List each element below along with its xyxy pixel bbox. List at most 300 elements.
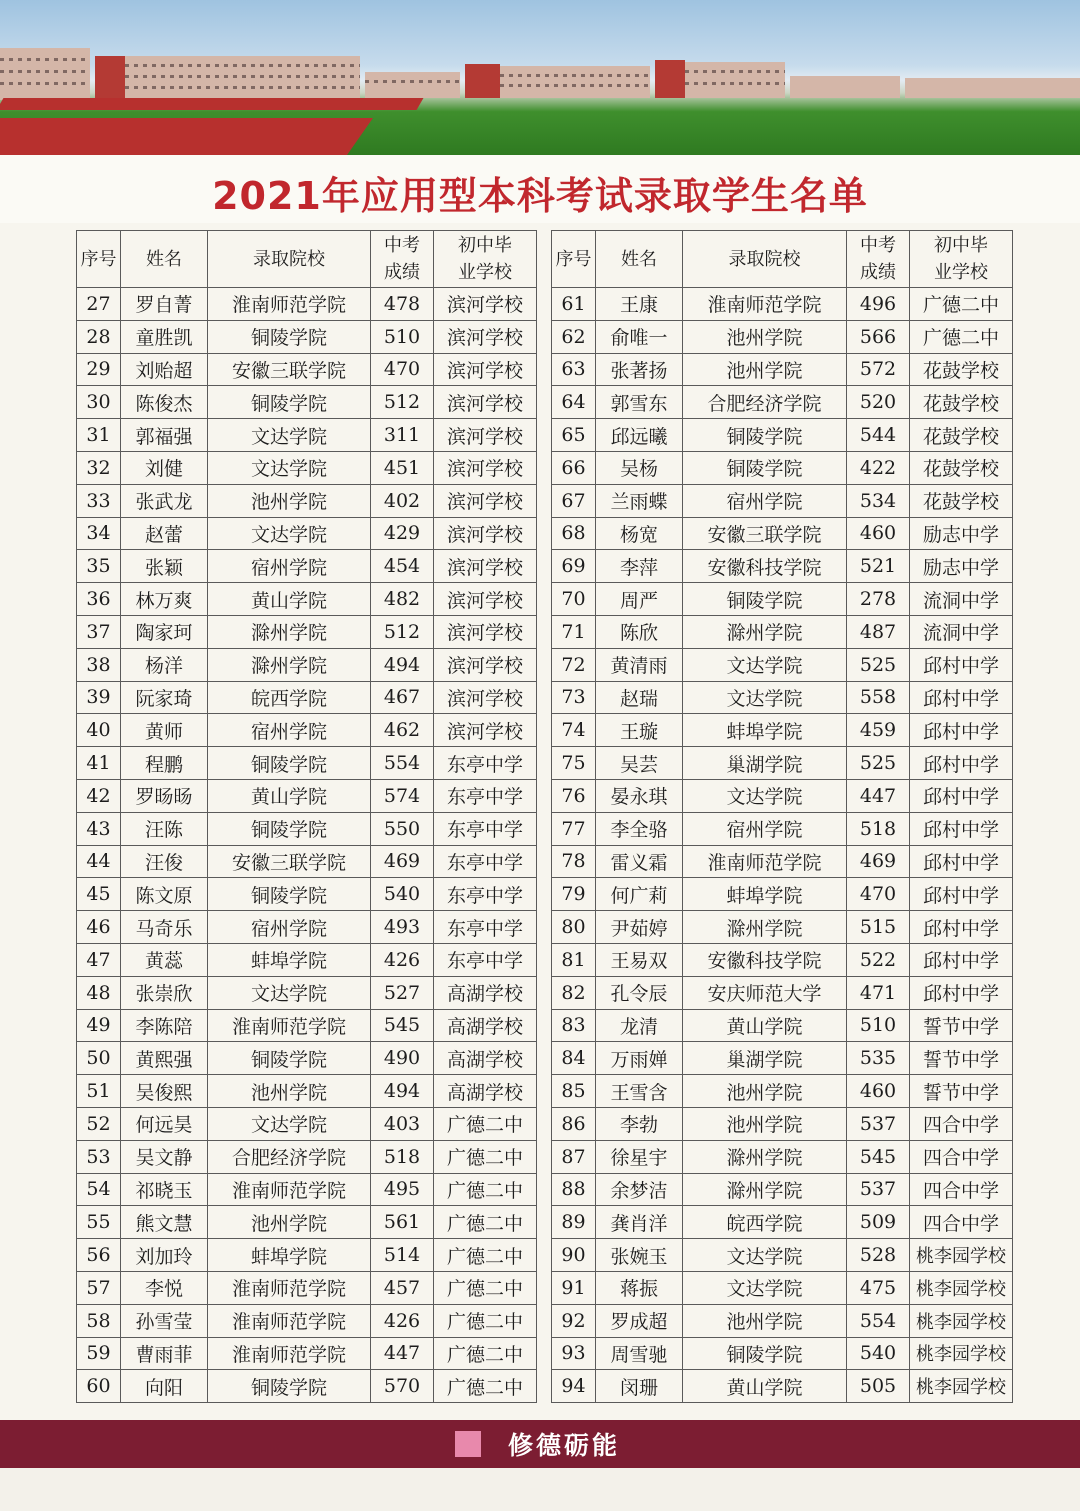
- cell-name: 黄清雨: [596, 648, 683, 681]
- cell-score: 510: [847, 1009, 910, 1042]
- cell-name: 雷义霜: [596, 845, 683, 878]
- table-row: [77, 353, 537, 386]
- cell-seq: 80: [552, 911, 596, 944]
- cell-name: 刘贻超: [121, 353, 208, 386]
- cell-college: 铜陵学院: [683, 583, 847, 616]
- cell-seq: 55: [77, 1206, 121, 1239]
- table-row: [552, 517, 1013, 550]
- cell-college: 文达学院: [208, 419, 371, 452]
- cell-name: 闵珊: [596, 1370, 683, 1403]
- cell-score: 534: [847, 484, 910, 517]
- cell-school: 广德二中: [434, 1107, 537, 1140]
- cell-score: 495: [371, 1173, 434, 1206]
- cell-score: 520: [847, 386, 910, 419]
- table-row: [552, 1075, 1013, 1108]
- cell-school: 邱村中学: [910, 681, 1013, 714]
- table-row: [552, 288, 1013, 321]
- cell-name: 郭雪东: [596, 386, 683, 419]
- table-row: [77, 484, 537, 517]
- cell-score: 426: [371, 943, 434, 976]
- cell-name: 王雪含: [596, 1075, 683, 1108]
- cell-seq: 47: [77, 943, 121, 976]
- cell-score: 490: [371, 1042, 434, 1075]
- table-row: [552, 320, 1013, 353]
- cell-college: 安徽科技学院: [683, 943, 847, 976]
- cell-seq: 34: [77, 517, 121, 550]
- table-row: [77, 911, 537, 944]
- cell-college: 滁州学院: [208, 648, 371, 681]
- admission-table-left: [76, 230, 537, 1403]
- cell-score: 570: [371, 1370, 434, 1403]
- header-college: 录取院校: [208, 231, 371, 288]
- cell-name: 李勃: [596, 1107, 683, 1140]
- cell-score: 561: [371, 1206, 434, 1239]
- cell-school: 邱村中学: [910, 943, 1013, 976]
- cell-score: 447: [847, 779, 910, 812]
- cell-school: 邱村中学: [910, 845, 1013, 878]
- cell-seq: 50: [77, 1042, 121, 1075]
- cell-score: 460: [847, 1075, 910, 1108]
- cell-score: 521: [847, 550, 910, 583]
- cell-school: 东亭中学: [434, 911, 537, 944]
- cell-name: 张颖: [121, 550, 208, 583]
- table-row: [77, 1370, 537, 1403]
- table-row: [552, 779, 1013, 812]
- cell-seq: 85: [552, 1075, 596, 1108]
- cell-college: 安徽三联学院: [208, 845, 371, 878]
- table-row: [552, 1173, 1013, 1206]
- cell-seq: 68: [552, 517, 596, 550]
- cell-college: 文达学院: [683, 1239, 847, 1272]
- cell-school: 滨河学校: [434, 451, 537, 484]
- table-row: [77, 812, 537, 845]
- table-row: [552, 1140, 1013, 1173]
- header-school-line2: 业学校: [458, 262, 512, 283]
- cell-college: 蚌埠学院: [208, 943, 371, 976]
- table-row: [77, 1271, 537, 1304]
- cell-school: 东亭中学: [434, 779, 537, 812]
- cell-school: 流洞中学: [910, 615, 1013, 648]
- cell-score: 482: [371, 583, 434, 616]
- cell-college: 铜陵学院: [683, 419, 847, 452]
- cell-name: 王易双: [596, 943, 683, 976]
- cell-college: 池州学院: [208, 484, 371, 517]
- cell-college: 文达学院: [208, 976, 371, 1009]
- cell-name: 汪陈: [121, 812, 208, 845]
- header-college: 录取院校: [683, 231, 847, 288]
- cell-name: 孔令辰: [596, 976, 683, 1009]
- cell-score: 537: [847, 1173, 910, 1206]
- cell-name: 黄蕊: [121, 943, 208, 976]
- bottom-strip: [0, 1468, 1080, 1511]
- cell-school: 东亭中学: [434, 878, 537, 911]
- cell-name: 李陈陪: [121, 1009, 208, 1042]
- cell-name: 向阳: [121, 1370, 208, 1403]
- cell-name: 余梦洁: [596, 1173, 683, 1206]
- header-score-line1: 中考: [384, 235, 420, 256]
- cell-college: 蚌埠学院: [683, 878, 847, 911]
- header-school-line2: 业学校: [934, 262, 988, 283]
- table-row: [77, 976, 537, 1009]
- cell-school: 花鼓学校: [910, 451, 1013, 484]
- cell-seq: 31: [77, 419, 121, 452]
- cell-score: 422: [847, 451, 910, 484]
- cell-seq: 59: [77, 1337, 121, 1370]
- cell-college: 淮南师范学院: [208, 1173, 371, 1206]
- cell-school: 广德二中: [910, 288, 1013, 321]
- cell-school: 花鼓学校: [910, 353, 1013, 386]
- cell-college: 铜陵学院: [208, 1042, 371, 1075]
- cell-seq: 77: [552, 812, 596, 845]
- cell-school: 东亭中学: [434, 812, 537, 845]
- cell-school: 东亭中学: [434, 943, 537, 976]
- table-row: [77, 1075, 537, 1108]
- cell-score: 544: [847, 419, 910, 452]
- cell-college: 文达学院: [208, 1107, 371, 1140]
- cell-name: 徐星宇: [596, 1140, 683, 1173]
- cell-name: 熊文慧: [121, 1206, 208, 1239]
- cell-score: 429: [371, 517, 434, 550]
- cell-seq: 62: [552, 320, 596, 353]
- cell-college: 安庆师范大学: [683, 976, 847, 1009]
- cell-school: 滨河学校: [434, 419, 537, 452]
- cell-name: 曹雨菲: [121, 1337, 208, 1370]
- cell-seq: 86: [552, 1107, 596, 1140]
- cell-college: 安徽三联学院: [208, 353, 371, 386]
- cell-seq: 56: [77, 1239, 121, 1272]
- cell-school: 滨河学校: [434, 484, 537, 517]
- cell-college: 淮南师范学院: [683, 845, 847, 878]
- cell-school: 滨河学校: [434, 320, 537, 353]
- cell-seq: 43: [77, 812, 121, 845]
- table-row: [77, 1173, 537, 1206]
- cell-seq: 54: [77, 1173, 121, 1206]
- table-row: [552, 550, 1013, 583]
- cell-name: 张著扬: [596, 353, 683, 386]
- table-row: [552, 451, 1013, 484]
- cell-name: 罗成超: [596, 1304, 683, 1337]
- cell-score: 470: [847, 878, 910, 911]
- cell-score: 550: [371, 812, 434, 845]
- table-row: [552, 812, 1013, 845]
- header-seq: 序号: [552, 231, 596, 288]
- table-row: [77, 615, 537, 648]
- cell-school: 高湖学校: [434, 1075, 537, 1108]
- table-header-row: [552, 231, 1013, 288]
- cell-seq: 70: [552, 583, 596, 616]
- cell-college: 池州学院: [683, 1107, 847, 1140]
- table-row: [552, 714, 1013, 747]
- cell-school: 誓节中学: [910, 1075, 1013, 1108]
- cell-name: 周雪驰: [596, 1337, 683, 1370]
- cell-school: 邱村中学: [910, 878, 1013, 911]
- cell-score: 545: [847, 1140, 910, 1173]
- cell-score: 525: [847, 648, 910, 681]
- cell-college: 蚌埠学院: [208, 1239, 371, 1272]
- cell-seq: 49: [77, 1009, 121, 1042]
- cell-name: 张武龙: [121, 484, 208, 517]
- cell-college: 池州学院: [683, 1304, 847, 1337]
- cell-seq: 32: [77, 451, 121, 484]
- cell-school: 东亭中学: [434, 845, 537, 878]
- header-name: 姓名: [596, 231, 683, 288]
- cell-name: 吴文静: [121, 1140, 208, 1173]
- cell-score: 510: [371, 320, 434, 353]
- cell-score: 528: [847, 1239, 910, 1272]
- cell-school: 广德二中: [434, 1173, 537, 1206]
- header-score-line1: 中考: [860, 235, 896, 256]
- cell-score: 278: [847, 583, 910, 616]
- cell-seq: 93: [552, 1337, 596, 1370]
- cell-score: 527: [371, 976, 434, 1009]
- cell-college: 淮南师范学院: [208, 1009, 371, 1042]
- cell-seq: 61: [552, 288, 596, 321]
- cell-name: 马奇乐: [121, 911, 208, 944]
- cell-college: 铜陵学院: [208, 320, 371, 353]
- cell-name: 陶家珂: [121, 615, 208, 648]
- cell-seq: 78: [552, 845, 596, 878]
- table-row: [552, 845, 1013, 878]
- cell-school: 滨河学校: [434, 288, 537, 321]
- cell-score: 505: [847, 1370, 910, 1403]
- cell-school: 桃李园学校: [910, 1337, 1013, 1370]
- table-row: [77, 288, 537, 321]
- table-row: [552, 615, 1013, 648]
- cell-college: 文达学院: [208, 517, 371, 550]
- cell-score: 487: [847, 615, 910, 648]
- cell-college: 宿州学院: [683, 484, 847, 517]
- cell-college: 滁州学院: [683, 1140, 847, 1173]
- table-row: [552, 1239, 1013, 1272]
- cell-college: 黄山学院: [683, 1009, 847, 1042]
- cell-school: 四合中学: [910, 1206, 1013, 1239]
- cell-name: 刘健: [121, 451, 208, 484]
- cell-school: 邱村中学: [910, 911, 1013, 944]
- cell-college: 宿州学院: [208, 550, 371, 583]
- cell-score: 462: [371, 714, 434, 747]
- footer-slogan: 修德砺能: [508, 1431, 621, 1460]
- cell-name: 陈欣: [596, 615, 683, 648]
- cell-school: 广德二中: [434, 1140, 537, 1173]
- cell-name: 陈文原: [121, 878, 208, 911]
- header-score: [371, 231, 434, 288]
- cell-score: 525: [847, 747, 910, 780]
- cell-college: 铜陵学院: [683, 451, 847, 484]
- cell-college: 黄山学院: [208, 779, 371, 812]
- cell-name: 李悦: [121, 1271, 208, 1304]
- table-row: [77, 550, 537, 583]
- cell-college: 宿州学院: [208, 714, 371, 747]
- table-row: [77, 878, 537, 911]
- cell-score: 514: [371, 1239, 434, 1272]
- cell-score: 426: [371, 1304, 434, 1337]
- cell-name: 陈俊杰: [121, 386, 208, 419]
- header-seq: 序号: [77, 231, 121, 288]
- table-row: [552, 419, 1013, 452]
- cell-college: 滁州学院: [683, 1173, 847, 1206]
- cell-score: 494: [371, 1075, 434, 1108]
- cell-seq: 53: [77, 1140, 121, 1173]
- header-school: [910, 231, 1013, 288]
- cell-college: 文达学院: [683, 648, 847, 681]
- cell-seq: 82: [552, 976, 596, 1009]
- table-row: [77, 1239, 537, 1272]
- cell-name: 吴俊熙: [121, 1075, 208, 1108]
- cell-seq: 41: [77, 747, 121, 780]
- cell-school: 誓节中学: [910, 1009, 1013, 1042]
- cell-name: 兰雨蝶: [596, 484, 683, 517]
- table-row: [552, 353, 1013, 386]
- cell-school: 广德二中: [434, 1370, 537, 1403]
- cell-seq: 72: [552, 648, 596, 681]
- table-row: [552, 1271, 1013, 1304]
- cell-name: 何广莉: [596, 878, 683, 911]
- pink-square-icon: [455, 1431, 481, 1457]
- cell-seq: 44: [77, 845, 121, 878]
- cell-seq: 58: [77, 1304, 121, 1337]
- cell-college: 文达学院: [683, 1271, 847, 1304]
- cell-college: 合肥经济学院: [208, 1140, 371, 1173]
- cell-score: 572: [847, 353, 910, 386]
- cell-school: 邱村中学: [910, 747, 1013, 780]
- cell-name: 罗旸旸: [121, 779, 208, 812]
- cell-name: 张崇欣: [121, 976, 208, 1009]
- table-row: [77, 1042, 537, 1075]
- cell-score: 493: [371, 911, 434, 944]
- cell-score: 566: [847, 320, 910, 353]
- cell-name: 吴杨: [596, 451, 683, 484]
- cell-seq: 33: [77, 484, 121, 517]
- cell-school: 邱村中学: [910, 714, 1013, 747]
- cell-score: 469: [847, 845, 910, 878]
- cell-college: 铜陵学院: [208, 1370, 371, 1403]
- header-school: [434, 231, 537, 288]
- cell-college: 文达学院: [683, 779, 847, 812]
- cell-seq: 87: [552, 1140, 596, 1173]
- cell-name: 罗自菁: [121, 288, 208, 321]
- cell-school: 誓节中学: [910, 1042, 1013, 1075]
- cell-seq: 40: [77, 714, 121, 747]
- cell-college: 滁州学院: [683, 911, 847, 944]
- cell-college: 淮南师范学院: [208, 288, 371, 321]
- cell-score: 518: [847, 812, 910, 845]
- header-score-line2: 成绩: [384, 262, 420, 283]
- table-row: [552, 1009, 1013, 1042]
- cell-college: 池州学院: [683, 320, 847, 353]
- cell-school: 四合中学: [910, 1173, 1013, 1206]
- cell-seq: 42: [77, 779, 121, 812]
- cell-school: 广德二中: [434, 1271, 537, 1304]
- cell-name: 李萍: [596, 550, 683, 583]
- table-row: [552, 1337, 1013, 1370]
- cell-seq: 79: [552, 878, 596, 911]
- table-row: [552, 878, 1013, 911]
- cell-college: 黄山学院: [208, 583, 371, 616]
- cell-name: 李全骆: [596, 812, 683, 845]
- cell-name: 万雨婵: [596, 1042, 683, 1075]
- cell-name: 龙清: [596, 1009, 683, 1042]
- page-title: 2021年应用型本科考试录取学生名单: [212, 174, 868, 218]
- cell-seq: 65: [552, 419, 596, 452]
- table-row: [77, 681, 537, 714]
- cell-score: 457: [371, 1271, 434, 1304]
- cell-college: 铜陵学院: [208, 812, 371, 845]
- cell-college: 蚌埠学院: [683, 714, 847, 747]
- cell-school: 高湖学校: [434, 1042, 537, 1075]
- cell-name: 郭福强: [121, 419, 208, 452]
- cell-name: 程鹏: [121, 747, 208, 780]
- cell-school: 花鼓学校: [910, 484, 1013, 517]
- cell-score: 496: [847, 288, 910, 321]
- cell-school: 桃李园学校: [910, 1304, 1013, 1337]
- cell-seq: 89: [552, 1206, 596, 1239]
- header-score: [847, 231, 910, 288]
- cell-seq: 57: [77, 1271, 121, 1304]
- cell-score: 402: [371, 484, 434, 517]
- header-score-line2: 成绩: [860, 262, 896, 283]
- cell-seq: 63: [552, 353, 596, 386]
- cell-name: 赵瑞: [596, 681, 683, 714]
- header-school-line1: 初中毕: [458, 235, 512, 256]
- cell-college: 安徽科技学院: [683, 550, 847, 583]
- cell-score: 540: [371, 878, 434, 911]
- cell-name: 汪俊: [121, 845, 208, 878]
- cell-score: 447: [371, 1337, 434, 1370]
- cell-name: 周严: [596, 583, 683, 616]
- cell-seq: 35: [77, 550, 121, 583]
- cell-seq: 92: [552, 1304, 596, 1337]
- table-row: [77, 1140, 537, 1173]
- cell-seq: 36: [77, 583, 121, 616]
- cell-school: 花鼓学校: [910, 386, 1013, 419]
- cell-school: 滨河学校: [434, 386, 537, 419]
- cell-score: 554: [371, 747, 434, 780]
- cell-school: 高湖学校: [434, 1009, 537, 1042]
- cell-college: 池州学院: [208, 1206, 371, 1239]
- cell-college: 铜陵学院: [208, 878, 371, 911]
- cell-seq: 75: [552, 747, 596, 780]
- cell-name: 黄熙强: [121, 1042, 208, 1075]
- cell-college: 皖西学院: [208, 681, 371, 714]
- table-row: [552, 1042, 1013, 1075]
- cell-seq: 90: [552, 1239, 596, 1272]
- cell-school: 滨河学校: [434, 517, 537, 550]
- table-row: [552, 1370, 1013, 1403]
- cell-score: 554: [847, 1304, 910, 1337]
- cell-name: 吴芸: [596, 747, 683, 780]
- cell-name: 杨宽: [596, 517, 683, 550]
- cell-name: 王康: [596, 288, 683, 321]
- table-row: [77, 1107, 537, 1140]
- cell-college: 巢湖学院: [683, 1042, 847, 1075]
- cell-name: 何远昊: [121, 1107, 208, 1140]
- cell-seq: 52: [77, 1107, 121, 1140]
- cell-seq: 67: [552, 484, 596, 517]
- cell-seq: 27: [77, 288, 121, 321]
- table-row: [552, 386, 1013, 419]
- cell-college: 文达学院: [683, 681, 847, 714]
- cell-name: 林万爽: [121, 583, 208, 616]
- cell-college: 淮南师范学院: [208, 1337, 371, 1370]
- cell-college: 合肥经济学院: [683, 386, 847, 419]
- table-row: [77, 1304, 537, 1337]
- table-row: [77, 943, 537, 976]
- cell-seq: 83: [552, 1009, 596, 1042]
- cell-school: 花鼓学校: [910, 419, 1013, 452]
- table-row: [552, 648, 1013, 681]
- table-row: [552, 911, 1013, 944]
- cell-school: 桃李园学校: [910, 1239, 1013, 1272]
